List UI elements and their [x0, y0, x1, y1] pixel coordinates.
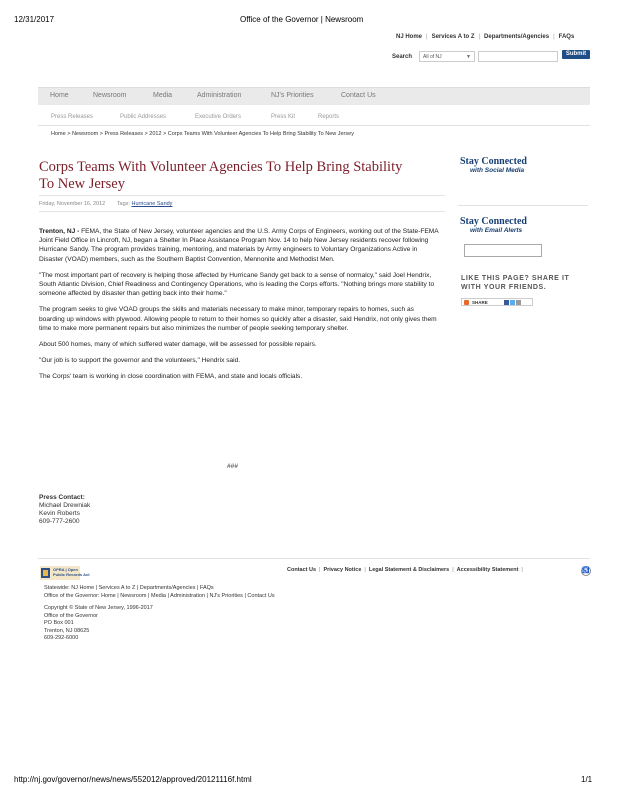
- search-scope-value: All of NJ: [423, 54, 442, 60]
- nav-home[interactable]: Home: [50, 92, 69, 99]
- article-paragraph: About 500 homes, many of which suffered water damage, will be assessed for possible repairs.: [39, 341, 317, 349]
- dateline: Trenton, NJ -: [39, 228, 80, 235]
- subnav-press-kit[interactable]: Press Kit: [271, 114, 296, 120]
- breadcrumb: Home > Newsroom > Press Releases > 2012 > Corps Teams With Volunteer Agencies To Help Bring Stability To New Jersey: [51, 131, 354, 137]
- article-paragraph: The Corps' team is working in close coordination with FEMA, and state and locals officials.: [39, 373, 303, 381]
- search-submit-button[interactable]: Submit: [562, 50, 590, 59]
- page-title-line2: To New Jersey: [39, 176, 125, 192]
- top-links: NJ Home | Services A to Z | Departments/Agencies | FAQs: [396, 34, 575, 40]
- accessibility-icon[interactable]: ♿: [582, 568, 590, 574]
- share-button[interactable]: SHARE: [461, 298, 533, 306]
- nav-newsroom[interactable]: Newsroom: [93, 92, 127, 99]
- article-date: Friday, November 16, 2012: [39, 201, 106, 207]
- nav-administration[interactable]: Administration: [197, 92, 242, 99]
- article-paragraph: "Our job is to support the governor and the volunteers," Hendrix said.: [39, 357, 241, 365]
- footer-legal-link[interactable]: Legal Statement & Disclaimers: [368, 567, 450, 573]
- press-contact-label: Press Contact:: [39, 494, 85, 501]
- email-title: Stay Connected: [460, 216, 527, 227]
- social-subtitle[interactable]: with Social Media: [470, 167, 525, 174]
- footer-address: Copyright © State of New Jersey, 1996-2017 Office of the Governor PO Box 001 Trenton, NJ 08625 609-292-6000: [44, 605, 153, 641]
- article-paragraph: The program seeks to give VOAD groups the skills and materials necessary to make minor, temporary repairs to homes, such as boarding up windows with plywood. Allowing people to return to their homes so quickly after a disaster, said Hendrix, not only gives them time to make more permanent repairs but also minimizes the number of people seeking temporary shelter.: [39, 306, 437, 332]
- search-scope-select[interactable]: [419, 51, 475, 62]
- email-field[interactable]: [464, 244, 542, 257]
- footer-accessibility-link[interactable]: Accessibility Statement: [456, 567, 519, 573]
- office-links[interactable]: Office of the Governor: Home | Newsroom | Media | Administration | NJ's Priorities | Contact Us: [44, 592, 275, 599]
- print-page-number: 1/1: [581, 775, 593, 784]
- top-link-nj-home[interactable]: NJ Home: [396, 34, 423, 40]
- title-divider: [39, 195, 445, 196]
- press-contact-phone: 609-777-2600: [39, 518, 80, 525]
- search-label: Search: [392, 54, 413, 60]
- facebook-icon: [504, 300, 509, 305]
- share-prompt: LIKE THIS PAGE? SHARE IT WITH YOUR FRIENDS.: [461, 275, 570, 291]
- press-contact: [39, 494, 90, 526]
- footer-divider: [38, 558, 590, 559]
- footer-privacy-link[interactable]: Privacy Notice: [323, 567, 362, 573]
- nav-priorities[interactable]: NJ's Priorities: [271, 92, 314, 99]
- article-body: [39, 227, 439, 389]
- article-paragraph: Trenton, NJ - FEMA, the State of New Jersey, volunteer agencies and the U.S. Army Corps of Engineers, working out of the State-FEMA Joint Field Office in Lincroft, NJ, began a Shelter In Place Assistance Program Nov. 14 to help New Jersey residents recover following Hurricane Sandy. The program provides training, mentoring, and materials by Army engineers to Voluntary Organizations Active in Disaster (VOAD) members, such as the Southern Baptist Convention, Mennonite and Methodist Men.: [39, 228, 439, 263]
- press-contact-name: Kevin Roberts: [39, 510, 80, 517]
- tags-label: Tags:: [116, 201, 130, 207]
- chevron-down-icon: ▼: [466, 54, 471, 60]
- subnav-executive-orders[interactable]: Executive Orders: [195, 114, 242, 120]
- top-link-services[interactable]: Services A to Z: [431, 34, 475, 40]
- opra-label: OPRA | Open Public Records Act: [53, 567, 90, 577]
- page-title: [39, 159, 439, 193]
- article-meta: [39, 201, 172, 207]
- email-icon: [516, 300, 521, 305]
- subnav-reports[interactable]: Reports: [318, 114, 340, 120]
- print-page-title: Office of the Governor | Newsroom: [240, 15, 364, 24]
- meta-divider: [39, 211, 445, 212]
- top-link-departments[interactable]: Departments/Agencies: [484, 34, 550, 40]
- page-title-line1: Corps Teams With Volunteer Agencies To Help Bring Stability: [39, 159, 403, 175]
- print-url: http://nj.gov/governor/news/news/552012/approved/20121116f.html: [14, 775, 252, 784]
- share-icon: [464, 300, 469, 305]
- nav-media[interactable]: Media: [153, 92, 173, 99]
- statewide-links[interactable]: Statewide: NJ Home | Services A to Z | Departments/Agencies | FAQs: [44, 585, 214, 591]
- subnav-press-releases[interactable]: Press Releases: [51, 114, 94, 120]
- sidebar-divider: [458, 205, 588, 206]
- footer-nav: [44, 585, 275, 600]
- top-link-faqs[interactable]: FAQs: [558, 34, 575, 40]
- email-subtitle: with Email Alerts: [470, 227, 523, 234]
- twitter-icon: [510, 300, 515, 305]
- subnav-public-addresses[interactable]: Public Addresses: [120, 114, 167, 120]
- nav-contact-us[interactable]: Contact Us: [341, 92, 376, 99]
- end-mark: ###: [227, 463, 239, 470]
- footer-links: Contact Us | Privacy Notice | Legal Statement & Disclaimers | Accessibility Statement |: [287, 567, 523, 573]
- subnav-divider: [38, 125, 590, 126]
- search-input[interactable]: [478, 51, 558, 62]
- copyright: Copyright © State of New Jersey, 1996-2017: [44, 605, 153, 611]
- social-title: Stay Connected: [460, 156, 527, 167]
- tag-link[interactable]: Hurricane Sandy: [131, 201, 173, 207]
- press-contact-name: Michael Drewniak: [39, 502, 91, 509]
- print-date: 12/31/2017: [14, 15, 55, 24]
- article-paragraph: "The most important part of recovery is helping those affected by Hurricane Sandy get back to a sense of normalcy," said Joel Hendrix, South Atlantic Division, Chief Readiness and Contingency Operations, who is leading the Corps efforts. "Nothing brings more stability to someone affected by disaster than getting back into their home.": [39, 271, 435, 298]
- footer-contact-link[interactable]: Contact Us: [287, 567, 317, 573]
